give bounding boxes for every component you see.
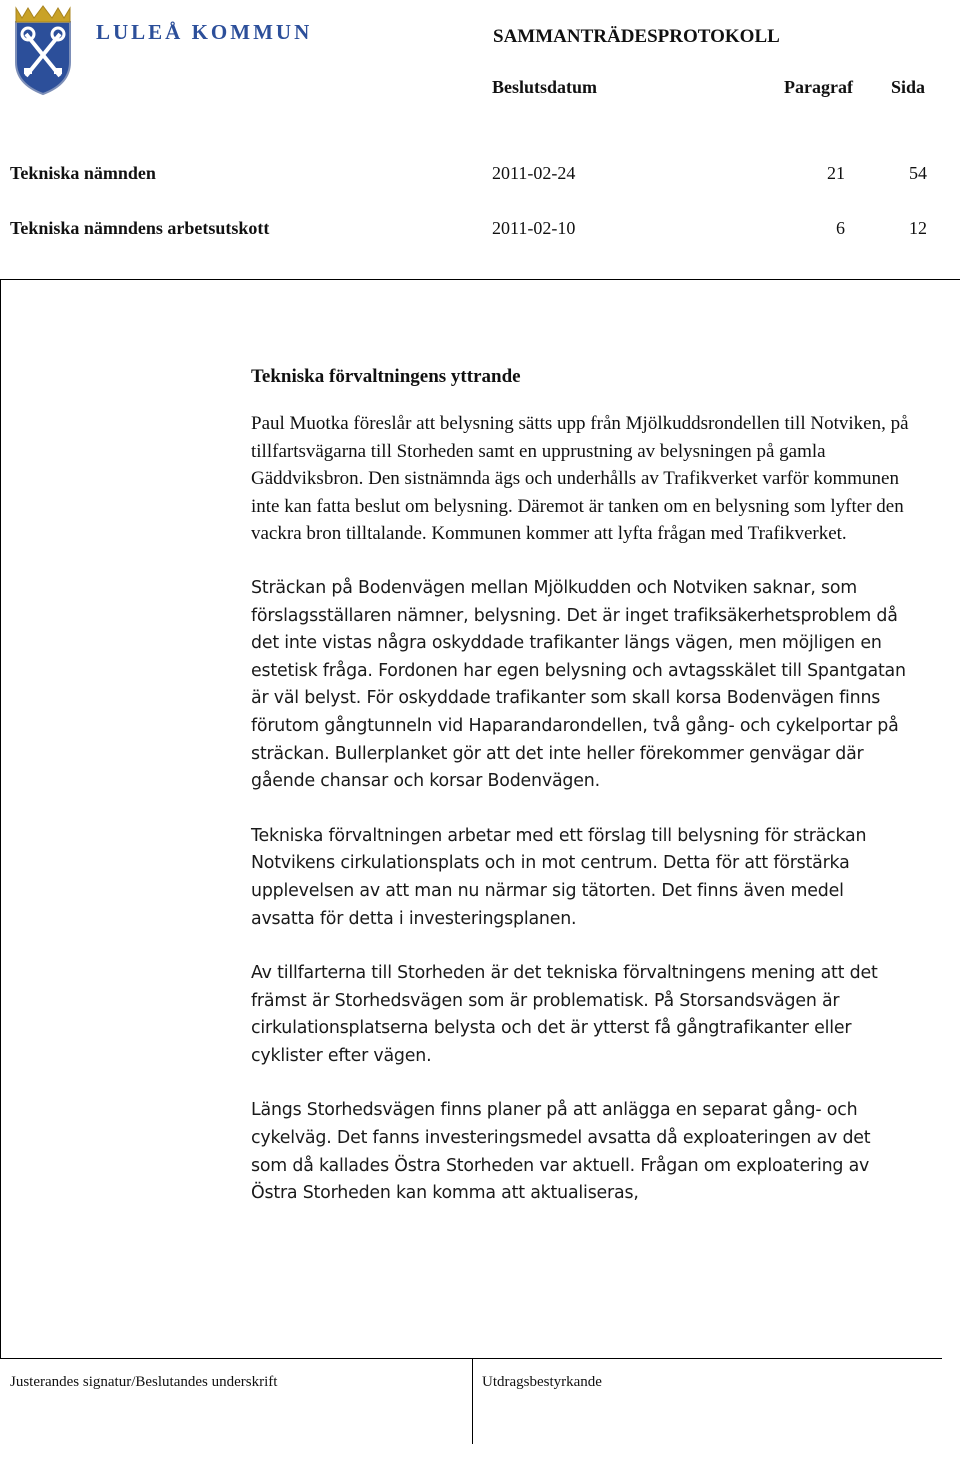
footer-divider bbox=[472, 1358, 473, 1444]
meeting-paragraph: 6 bbox=[836, 218, 845, 238]
content-frame-top-border bbox=[0, 279, 960, 280]
content-frame-left-border bbox=[0, 279, 1, 1359]
extract-certification-label: Utdragsbestyrkande bbox=[482, 1374, 602, 1390]
section-title: Tekniska förvaltningens yttrande bbox=[251, 366, 521, 387]
paragraph: Av tillfarterna till Storheden är det tekniska förvaltningens mening att det främst är Storhedsvägen som är problematisk. På Storsandsvägen är cirkulationsplatserna belysta och det är ytterst få gångtrafikanter eller cyklister efter vägen. bbox=[251, 963, 878, 1066]
meeting-body: Tekniska nämnden bbox=[10, 163, 156, 183]
meeting-page: 12 bbox=[909, 218, 927, 238]
organization-name: LULEÅ KOMMUN bbox=[96, 20, 313, 44]
paragraph: Längs Storhedsvägen finns planer på att anlägga en separat gång- och cykelväg. Det fanns investeringsmedel avsatta då exploateringen av det som då kallades Östra Storheden var aktuell. Frågan om exploatering av Östra Storheden kan komma att aktualiseras, bbox=[251, 1100, 871, 1204]
municipality-crest-logo bbox=[10, 4, 76, 96]
meeting-body: Tekniska nämndens arbetsutskott bbox=[10, 218, 270, 238]
column-header-paragraph: Paragraf bbox=[784, 77, 853, 97]
meeting-paragraph: 21 bbox=[827, 163, 845, 183]
column-header-page: Sida bbox=[891, 77, 926, 97]
paragraph: Paul Muotka föreslår att belysning sätts upp från Mjölkuddsrondellen till Notviken, på tillfartsvägarna till Storheden samt en upprustning av belysningen på gamla Gäddviksbron. Den sistnämnda ägs och underhålls av Trafikverket varför kommunen inte kan fatta beslut om belysning. Däremot är tanken om en belysning som lyfter den vackra bron tilltalande. Kommunen kommer att lyfta frågan med Trafikverket. bbox=[251, 413, 909, 545]
document-type: SAMMANTRÄDESPROTOKOLL bbox=[493, 26, 780, 47]
paragraph: Sträckan på Bodenvägen mellan Mjölkudden och Notviken saknar, som förslagsställaren nämner, belysning. Det är inget trafiksäkerhetsproblem då det inte vistas några oskyddade trafikanter längs vägen, men möjligen en estetisk fråga. Fordonen har egen belysning och avtagsskälet till Spantgatan är väl belyst. För oskyddade trafikanter som skall korsa Bodenvägen finns förutom gångtunneln vid Haparandarondellen, två gång- och cykelportar på sträckan. Bullerplanket gör att det inte heller förekommer genvägar där gående chansar och korsar Bodenvägen. bbox=[251, 577, 906, 792]
meeting-page: 54 bbox=[909, 163, 927, 183]
paragraph: Tekniska förvaltningen arbetar med ett förslag till belysning för sträckan Notvikens cirkulationsplats och in mot centrum. Detta för att förstärka upplevelsen av att man nu närmar sig tätorten. Det finns även medel avsatta för detta i investeringsplanen. bbox=[251, 825, 867, 929]
meeting-date: 2011-02-24 bbox=[492, 163, 576, 183]
statement-body bbox=[251, 362, 911, 1235]
meeting-date: 2011-02-10 bbox=[492, 218, 576, 238]
column-header-decision-date: Beslutsdatum bbox=[492, 77, 598, 97]
footer-top-border bbox=[0, 1358, 942, 1359]
signature-label: Justerandes signatur/Beslutandes underskrift bbox=[10, 1374, 278, 1390]
